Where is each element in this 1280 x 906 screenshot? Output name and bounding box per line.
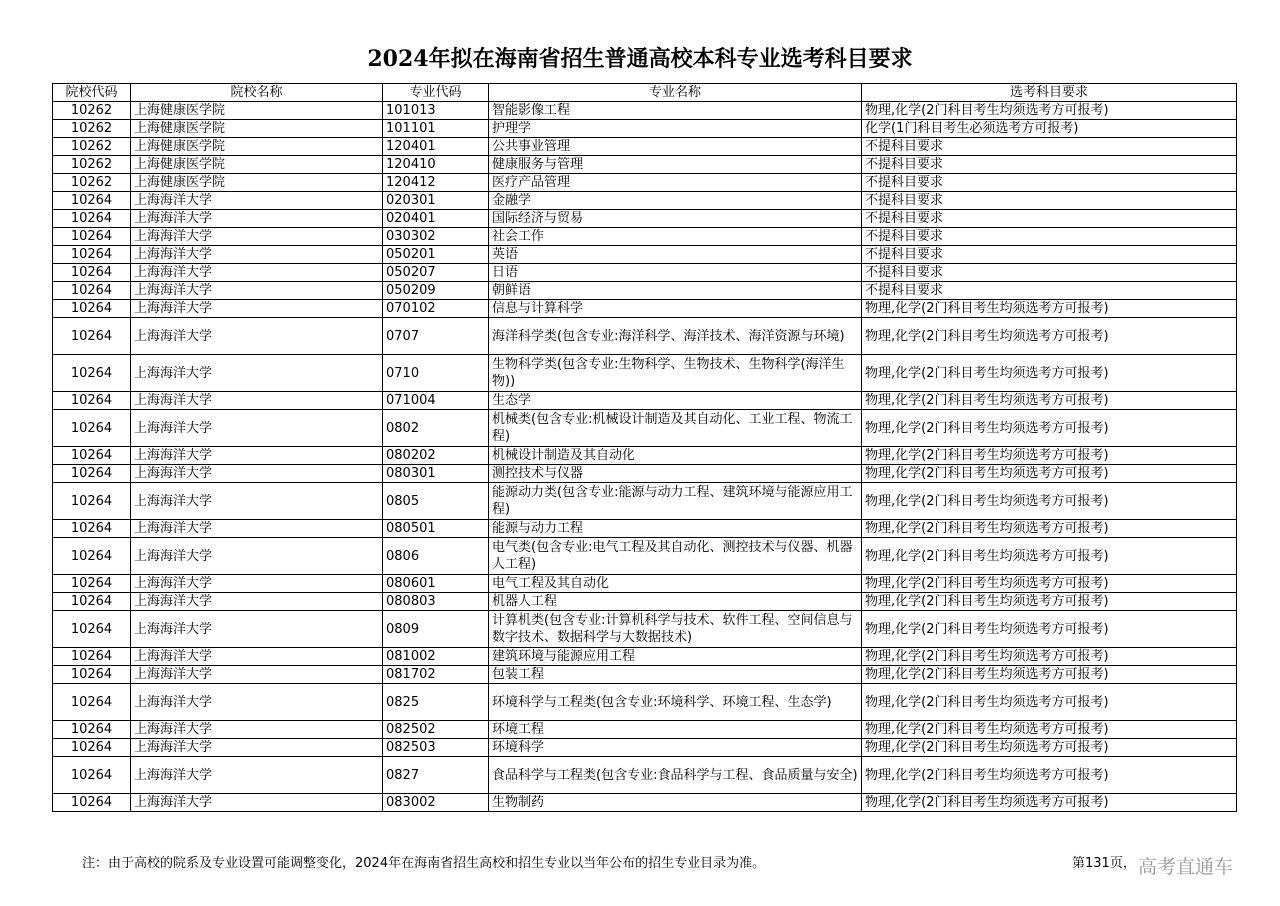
table-row [53,757,1237,794]
header-major-code: 专业代码 [383,84,489,102]
school-name-cell: 上海健康医学院 [131,156,383,174]
table-row [53,102,1237,120]
major-name-cell: 健康服务与管理 [489,156,862,174]
major-name-cell: 信息与计算科学 [489,300,862,318]
major-name-cell: 机械类(包含专业:机械设计制造及其自动化、工业工程、物流工程) [489,410,862,447]
school-code-cell: 10262 [53,138,131,156]
table-row [53,300,1237,318]
school-name-cell: 上海海洋大学 [131,228,383,246]
table-row [53,593,1237,611]
major-code-cell: 030302 [383,228,489,246]
school-name-cell: 上海健康医学院 [131,138,383,156]
school-name-cell: 上海海洋大学 [131,684,383,721]
table-row [53,648,1237,666]
school-code-cell: 10264 [53,648,131,666]
table-row [53,721,1237,739]
major-name-cell: 英语 [489,246,862,264]
major-name-cell: 包装工程 [489,666,862,684]
major-code-cell: 020401 [383,210,489,228]
school-code-cell: 10264 [53,483,131,520]
school-code-cell: 10264 [53,721,131,739]
subject-requirement-cell: 物理,化学(2门科目考生均须选考方可报考) [862,447,1237,465]
table-row [53,483,1237,520]
school-name-cell: 上海海洋大学 [131,757,383,794]
major-code-cell: 082503 [383,739,489,757]
school-code-cell: 10264 [53,447,131,465]
major-code-cell: 082502 [383,721,489,739]
subject-requirement-cell: 不提科目要求 [862,282,1237,300]
school-code-cell: 10264 [53,264,131,282]
table-row [53,138,1237,156]
school-code-cell: 10264 [53,593,131,611]
school-name-cell: 上海健康医学院 [131,174,383,192]
school-name-cell: 上海海洋大学 [131,392,383,410]
major-code-cell: 0827 [383,757,489,794]
major-code-cell: 120401 [383,138,489,156]
school-name-cell: 上海海洋大学 [131,648,383,666]
school-code-cell: 10264 [53,520,131,538]
major-name-cell: 生态学 [489,392,862,410]
major-name-cell: 建筑环境与能源应用工程 [489,648,862,666]
school-code-cell: 10264 [53,465,131,483]
major-name-cell: 金融学 [489,192,862,210]
major-code-cell: 0825 [383,684,489,721]
school-name-cell: 上海海洋大学 [131,538,383,575]
table-row [53,246,1237,264]
school-code-cell: 10262 [53,156,131,174]
school-code-cell: 10262 [53,174,131,192]
major-name-cell: 环境工程 [489,721,862,739]
school-code-cell: 10264 [53,246,131,264]
major-name-cell: 生物制药 [489,794,862,812]
subject-requirement-cell: 不提科目要求 [862,174,1237,192]
major-code-cell: 080202 [383,447,489,465]
major-code-cell: 120410 [383,156,489,174]
subject-requirement-cell: 物理,化学(2门科目考生均须选考方可报考) [862,410,1237,447]
table-row [53,465,1237,483]
major-code-cell: 050209 [383,282,489,300]
school-code-cell: 10264 [53,300,131,318]
subject-requirement-cell: 物理,化学(2门科目考生均须选考方可报考) [862,520,1237,538]
major-name-cell: 测控技术与仪器 [489,465,862,483]
school-name-cell: 上海海洋大学 [131,575,383,593]
header-subject-requirement: 选考科目要求 [862,84,1237,102]
table-row [53,447,1237,465]
subject-requirement-cell: 物理,化学(2门科目考生均须选考方可报考) [862,575,1237,593]
subject-requirement-cell: 物理,化学(2门科目考生均须选考方可报考) [862,721,1237,739]
school-code-cell: 10262 [53,102,131,120]
school-name-cell: 上海海洋大学 [131,520,383,538]
table-row [53,156,1237,174]
school-code-cell: 10264 [53,575,131,593]
requirements-table [52,83,1237,812]
table-row [53,192,1237,210]
school-code-cell: 10264 [53,192,131,210]
school-name-cell: 上海健康医学院 [131,120,383,138]
major-code-cell: 101013 [383,102,489,120]
table-row [53,210,1237,228]
major-code-cell: 070102 [383,300,489,318]
major-name-cell: 海洋科学类(包含专业:海洋科学、海洋技术、海洋资源与环境) [489,318,862,355]
major-code-cell: 0802 [383,410,489,447]
table-row [53,611,1237,648]
watermark: 高考直通车 [1138,856,1234,878]
subject-requirement-cell: 物理,化学(2门科目考生均须选考方可报考) [862,355,1237,392]
table-row [53,392,1237,410]
major-name-cell: 国际经济与贸易 [489,210,862,228]
subject-requirement-cell: 物理,化学(2门科目考生均须选考方可报考) [862,102,1237,120]
major-name-cell: 环境科学 [489,739,862,757]
school-name-cell: 上海海洋大学 [131,611,383,648]
table-row [53,666,1237,684]
major-name-cell: 日语 [489,264,862,282]
school-name-cell: 上海海洋大学 [131,739,383,757]
school-name-cell: 上海海洋大学 [131,264,383,282]
major-code-cell: 080301 [383,465,489,483]
table-row [53,355,1237,392]
school-code-cell: 10264 [53,355,131,392]
school-name-cell: 上海健康医学院 [131,102,383,120]
school-code-cell: 10264 [53,410,131,447]
major-code-cell: 0710 [383,355,489,392]
major-code-cell: 101101 [383,120,489,138]
table-row [53,410,1237,447]
major-name-cell: 环境科学与工程类(包含专业:环境科学、环境工程、生态学) [489,684,862,721]
table-row [53,318,1237,355]
major-code-cell: 081002 [383,648,489,666]
header-school-name: 院校名称 [131,84,383,102]
table-row [53,739,1237,757]
school-name-cell: 上海海洋大学 [131,210,383,228]
school-code-cell: 10264 [53,210,131,228]
major-code-cell: 080501 [383,520,489,538]
subject-requirement-cell: 不提科目要求 [862,228,1237,246]
school-code-cell: 10262 [53,120,131,138]
subject-requirement-cell: 化学(1门科目考生必须选考方可报考) [862,120,1237,138]
subject-requirement-cell: 物理,化学(2门科目考生均须选考方可报考) [862,648,1237,666]
major-code-cell: 081702 [383,666,489,684]
subject-requirement-cell: 物理,化学(2门科目考生均须选考方可报考) [862,757,1237,794]
table-row [53,282,1237,300]
major-code-cell: 0707 [383,318,489,355]
school-code-cell: 10264 [53,228,131,246]
school-code-cell: 10264 [53,282,131,300]
school-name-cell: 上海海洋大学 [131,300,383,318]
major-name-cell: 机器人工程 [489,593,862,611]
school-name-cell: 上海海洋大学 [131,593,383,611]
major-code-cell: 0806 [383,538,489,575]
subject-requirement-cell: 物理,化学(2门科目考生均须选考方可报考) [862,300,1237,318]
school-name-cell: 上海海洋大学 [131,246,383,264]
school-code-cell: 10264 [53,666,131,684]
header-major-name: 专业名称 [489,84,862,102]
major-code-cell: 0805 [383,483,489,520]
page-title: 2024年拟在海南省招生普通高校本科专业选考科目要求 [367,46,913,72]
major-code-cell: 083002 [383,794,489,812]
school-code-cell: 10264 [53,739,131,757]
major-name-cell: 能源动力类(包含专业:能源与动力工程、建筑环境与能源应用工程) [489,483,862,520]
page-number: 第131页， [1072,856,1136,871]
subject-requirement-cell: 不提科目要求 [862,264,1237,282]
subject-requirement-cell: 物理,化学(2门科目考生均须选考方可报考) [862,392,1237,410]
table-row [53,520,1237,538]
major-code-cell: 120412 [383,174,489,192]
major-name-cell: 社会工作 [489,228,862,246]
school-code-cell: 10264 [53,611,131,648]
major-name-cell: 食品科学与工程类(包含专业:食品科学与工程、食品质量与安全) [489,757,862,794]
school-name-cell: 上海海洋大学 [131,465,383,483]
table-header-row [53,84,1237,102]
school-name-cell: 上海海洋大学 [131,794,383,812]
school-name-cell: 上海海洋大学 [131,410,383,447]
table-row [53,684,1237,721]
table-row [53,794,1237,812]
school-name-cell: 上海海洋大学 [131,318,383,355]
major-code-cell: 071004 [383,392,489,410]
school-name-cell: 上海海洋大学 [131,192,383,210]
footnote: 注：由于高校的院系及专业设置可能调整变化，2024年在海南省招生高校和招生专业以当年公布的招生专业目录为准。 [82,856,766,871]
subject-requirement-cell: 物理,化学(2门科目考生均须选考方可报考) [862,794,1237,812]
major-code-cell: 0809 [383,611,489,648]
major-name-cell: 医疗产品管理 [489,174,862,192]
subject-requirement-cell: 物理,化学(2门科目考生均须选考方可报考) [862,465,1237,483]
school-name-cell: 上海海洋大学 [131,483,383,520]
major-name-cell: 电气工程及其自动化 [489,575,862,593]
major-name-cell: 护理学 [489,120,862,138]
table-row [53,120,1237,138]
subject-requirement-cell: 物理,化学(2门科目考生均须选考方可报考) [862,318,1237,355]
subject-requirement-cell: 不提科目要求 [862,192,1237,210]
school-code-cell: 10264 [53,392,131,410]
school-code-cell: 10264 [53,318,131,355]
major-name-cell: 生物科学类(包含专业:生物科学、生物技术、生物科学(海洋生物)) [489,355,862,392]
table-row [53,538,1237,575]
subject-requirement-cell: 物理,化学(2门科目考生均须选考方可报考) [862,739,1237,757]
major-code-cell: 050207 [383,264,489,282]
subject-requirement-cell: 物理,化学(2门科目考生均须选考方可报考) [862,593,1237,611]
subject-requirement-cell: 不提科目要求 [862,246,1237,264]
school-code-cell: 10264 [53,684,131,721]
table-row [53,174,1237,192]
school-name-cell: 上海海洋大学 [131,721,383,739]
school-name-cell: 上海海洋大学 [131,282,383,300]
subject-requirement-cell: 物理,化学(2门科目考生均须选考方可报考) [862,538,1237,575]
table-row [53,575,1237,593]
table-body [53,102,1237,812]
table-row [53,228,1237,246]
subject-requirement-cell: 物理,化学(2门科目考生均须选考方可报考) [862,611,1237,648]
school-name-cell: 上海海洋大学 [131,355,383,392]
major-name-cell: 计算机类(包含专业:计算机科学与技术、软件工程、空间信息与数字技术、数据科学与大数据技术) [489,611,862,648]
subject-requirement-cell: 不提科目要求 [862,210,1237,228]
school-name-cell: 上海海洋大学 [131,447,383,465]
subject-requirement-cell: 物理,化学(2门科目考生均须选考方可报考) [862,483,1237,520]
school-code-cell: 10264 [53,757,131,794]
major-code-cell: 020301 [383,192,489,210]
subject-requirement-cell: 不提科目要求 [862,138,1237,156]
major-name-cell: 公共事业管理 [489,138,862,156]
school-code-cell: 10264 [53,794,131,812]
subject-requirement-cell: 物理,化学(2门科目考生均须选考方可报考) [862,684,1237,721]
subject-requirement-cell: 不提科目要求 [862,156,1237,174]
school-code-cell: 10264 [53,538,131,575]
major-code-cell: 080601 [383,575,489,593]
major-code-cell: 050201 [383,246,489,264]
table-row [53,264,1237,282]
subject-requirement-cell: 物理,化学(2门科目考生均须选考方可报考) [862,666,1237,684]
major-name-cell: 智能影像工程 [489,102,862,120]
school-name-cell: 上海海洋大学 [131,666,383,684]
major-name-cell: 机械设计制造及其自动化 [489,447,862,465]
major-name-cell: 电气类(包含专业:电气工程及其自动化、测控技术与仪器、机器人工程) [489,538,862,575]
major-name-cell: 朝鲜语 [489,282,862,300]
header-school-code: 院校代码 [53,84,131,102]
major-name-cell: 能源与动力工程 [489,520,862,538]
major-code-cell: 080803 [383,593,489,611]
